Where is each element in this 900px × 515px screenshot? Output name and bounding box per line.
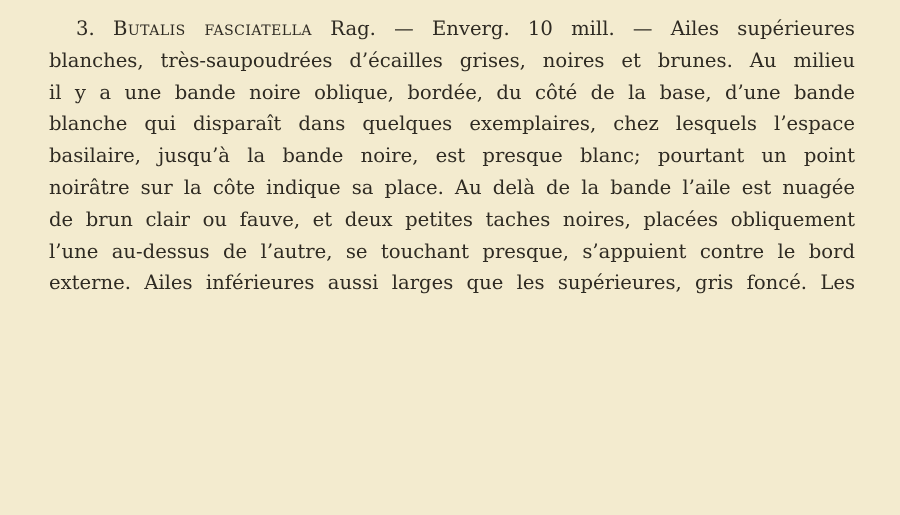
text-line: il y a une bande noire oblique, bordée, du côté de la base, d’une bande xyxy=(49,80,855,104)
text-line: de brun clair ou fauve, et deux petites taches noires, placées obliquement xyxy=(49,207,855,231)
text-line: noirâtre sur la côte indique sa place. Au delà de la bande l’aile est nuagée xyxy=(49,175,855,199)
text-line: blanche qui disparaît dans quelques exemplaires, chez lesquels l’espace xyxy=(49,112,855,136)
line-text: — Enverg. 10 mill. — Ailes supérieures xyxy=(394,17,855,40)
text-line: basilaire, jusqu’à la bande noire, est presque blanc; pourtant un point xyxy=(49,144,855,168)
species-name: Butalis fasciatella xyxy=(112,17,313,40)
entry-number: 3. xyxy=(76,17,95,40)
text-line xyxy=(49,13,855,45)
text-line: l’une au-dessus de l’autre, se touchant presque, s’appuient contre le bord xyxy=(49,239,855,263)
text-line: blanches, très-saupoudrées d’écailles grises, noires et brunes. Au milieu xyxy=(49,48,855,72)
species-description xyxy=(49,13,855,299)
text-line: externe. Ailes inférieures aussi larges que les supérieures, gris foncé. Les xyxy=(49,271,855,295)
species-author: Rag. xyxy=(330,17,376,40)
